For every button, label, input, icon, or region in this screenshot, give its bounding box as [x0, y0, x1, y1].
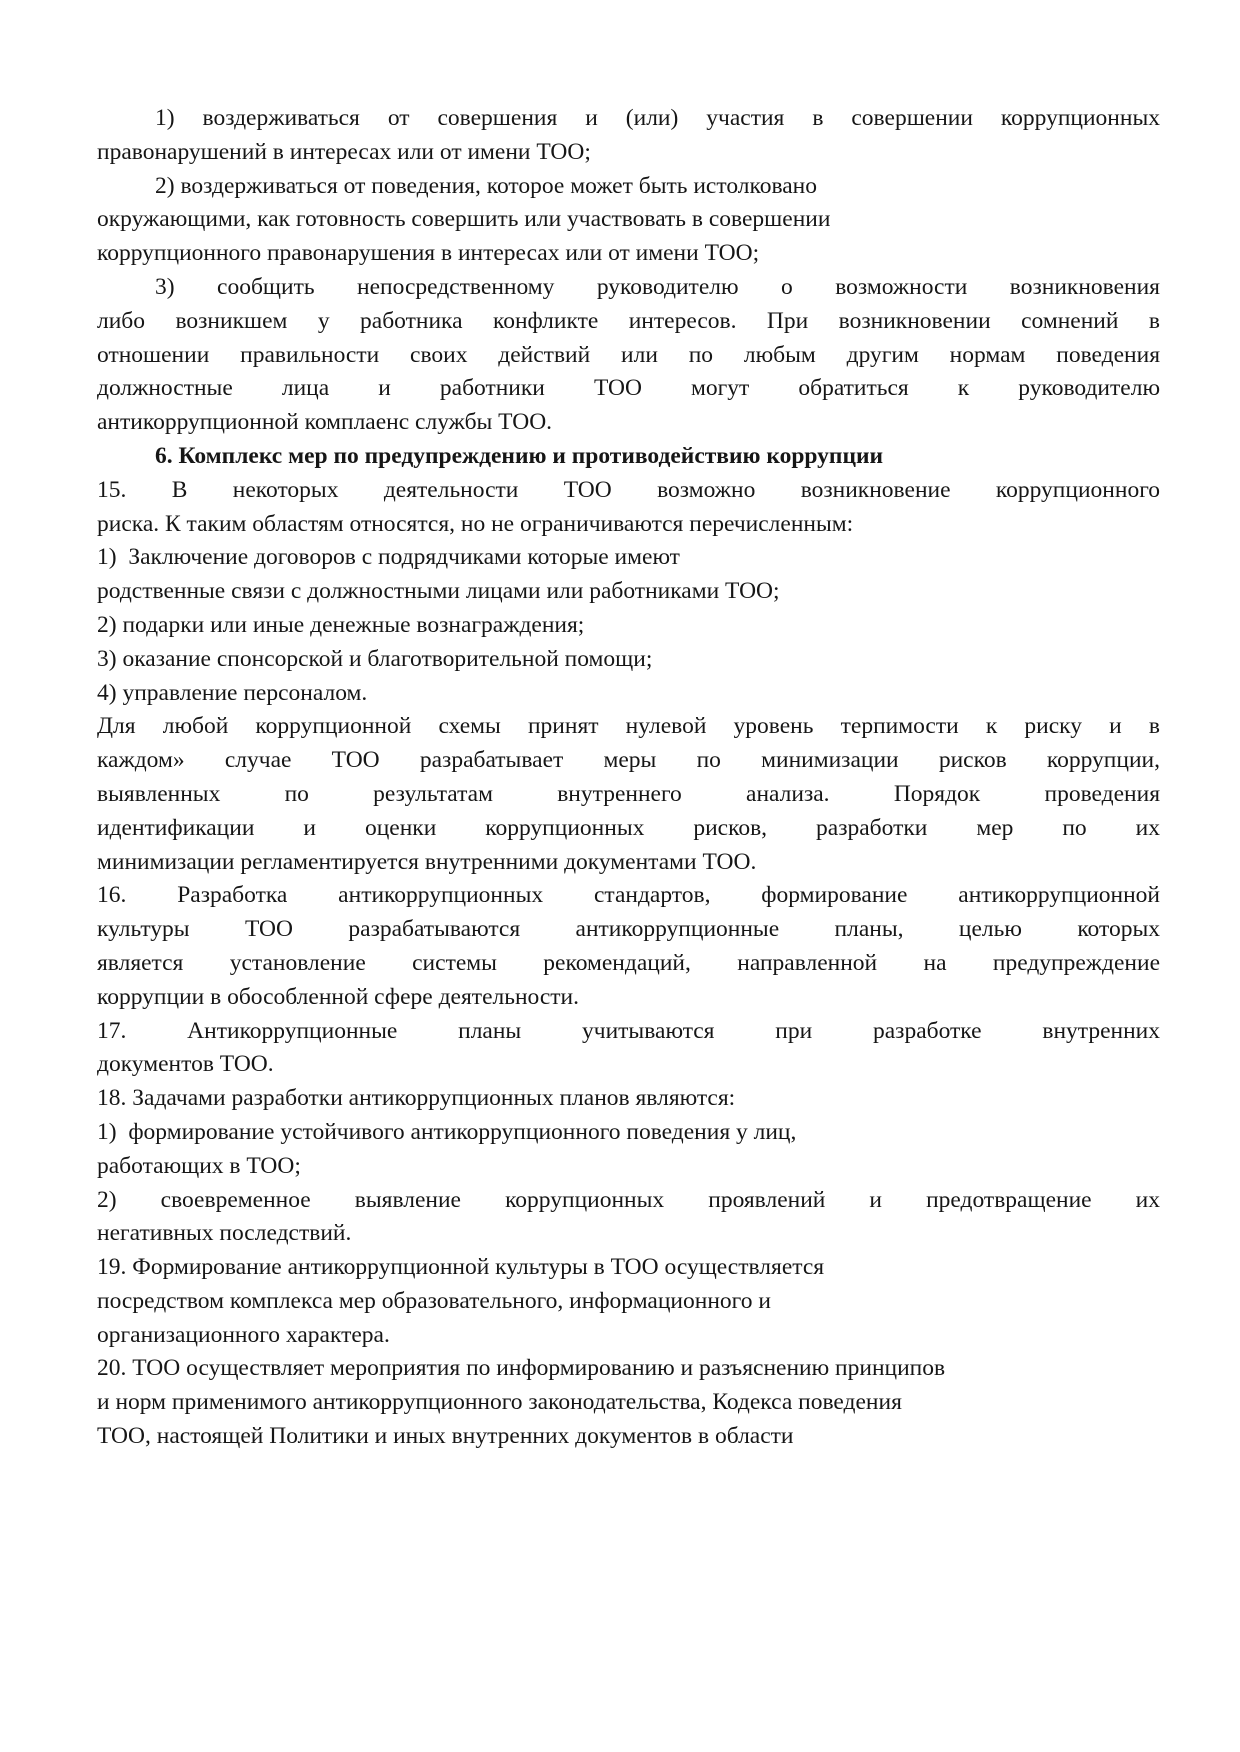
- text-line: 1) Заключение договоров с подрядчиками которые имеют: [97, 544, 680, 571]
- text-line: коррупции в обособленной сфере деятельности.: [97, 983, 580, 1010]
- text-line: отношении правильности своих действий или по любым другим нормам поведения: [97, 341, 1160, 368]
- text-line: выявленных по результатам внутреннего анализа. Порядок проведения: [97, 780, 1160, 807]
- text-line: работающих в ТОО;: [97, 1152, 301, 1179]
- text-line: Для любой коррупционной схемы принят нулевой уровень терпимости к риску и в: [97, 713, 1160, 740]
- text-line: 17. Антикоррупционные планы учитываются при разработке внутренних: [97, 1017, 1160, 1044]
- text-line: должностные лица и работники ТОО могут обратиться к руководителю: [97, 375, 1160, 402]
- text-line: негативных последствий.: [97, 1220, 352, 1247]
- document-text: [97, 102, 1160, 1454]
- text-line: 19. Формирование антикоррупционной культуры в ТОО осуществляется: [97, 1254, 825, 1281]
- text-line: 2) подарки или иные денежные вознаграждения;: [97, 611, 585, 638]
- text-line: ТОО, настоящей Политики и иных внутренних документов в области: [97, 1423, 794, 1450]
- text-line: и норм применимого антикоррупционного законодательства, Кодекса поведения: [97, 1389, 902, 1416]
- text-line: родственные связи с должностными лицами или работниками ТОО;: [97, 578, 780, 605]
- text-line: 3) оказание спонсорской и благотворительной помощи;: [97, 645, 653, 672]
- text-line: 1) воздерживаться от совершения и (или) участия в совершении коррупционных: [155, 105, 1160, 131]
- text-line: документов ТОО.: [97, 1051, 274, 1078]
- text-line: 2) своевременное выявление коррупционных проявлений и предотвращение их: [97, 1186, 1160, 1213]
- text-line: является установление системы рекомендаций, направленной на предупреждение: [97, 949, 1160, 976]
- text-line: 20. ТОО осуществляет мероприятия по информированию и разъяснению принципов: [97, 1355, 946, 1382]
- text-line: 3) сообщить непосредственному руководителю о возможности возникновения: [155, 273, 1160, 300]
- text-line: риска. К таким областям относятся, но не ограничиваются перечисленным:: [97, 510, 854, 537]
- text-line: 2) воздерживаться от поведения, которое может быть истолковано: [155, 172, 818, 199]
- text-line: окружающими, как готовность совершить или участвовать в совершении: [97, 206, 831, 233]
- text-line: посредством комплекса мер образовательного, информационного и: [97, 1287, 771, 1314]
- text-line: 15. В некоторых деятельности ТОО возможно возникновение коррупционного: [97, 476, 1160, 503]
- text-line: 4) управление персоналом.: [97, 679, 368, 706]
- text-line: идентификации и оценки коррупционных рисков, разработки мер по их: [97, 814, 1160, 841]
- text-line: каждом» случае ТОО разрабатывает меры по минимизации рисков коррупции,: [97, 747, 1160, 774]
- section-heading: 6. Комплекс мер по предупреждению и противодействию коррупции: [155, 442, 884, 469]
- text-line: 16. Разработка антикоррупционных стандартов, формирование антикоррупционной: [97, 882, 1160, 909]
- text-line: либо возникшем у работника конфликте интересов. При возникновении сомнений в: [97, 307, 1160, 334]
- text-line: 1) формирование устойчивого антикоррупционного поведения у лиц,: [97, 1118, 797, 1145]
- text-line: 18. Задачами разработки антикоррупционных планов являются:: [97, 1085, 736, 1112]
- text-line: коррупционного правонарушения в интересах или от имени ТОО;: [97, 240, 760, 267]
- text-line: организационного характера.: [97, 1321, 390, 1348]
- text-line: культуры ТОО разрабатываются антикоррупционные планы, целью которых: [97, 916, 1160, 943]
- text-line: минимизации регламентируется внутренними документами ТОО.: [97, 848, 757, 875]
- text-line: антикоррупционной комплаенс службы ТОО.: [97, 409, 553, 436]
- text-line: правонарушений в интересах или от имени ТОО;: [97, 138, 591, 165]
